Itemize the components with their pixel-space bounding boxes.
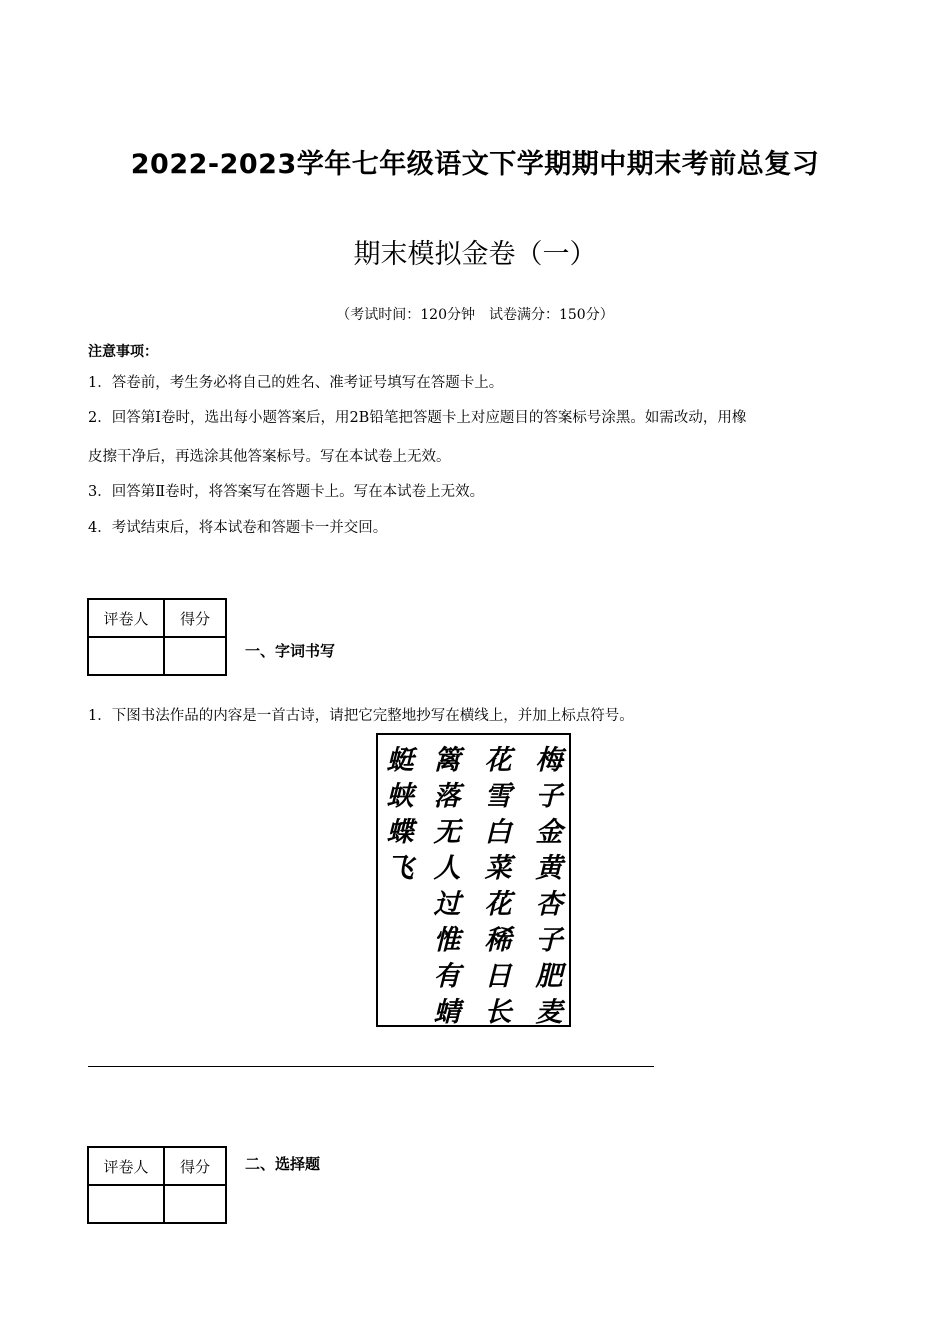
score-table-score-header: 得分: [164, 599, 226, 637]
calligraphy-char: 雪: [484, 781, 512, 812]
document-subtitle: 期末模拟金卷（一）: [353, 239, 597, 270]
calligraphy-char: 蜓: [386, 745, 414, 776]
calligraphy-char: 篱: [433, 745, 461, 776]
calligraphy-char: 花: [484, 745, 512, 776]
calligraphy-char: 过: [433, 889, 461, 920]
score-table-grader-header: 评卷人: [88, 1147, 164, 1185]
exam-info: （考试时间：120分钟 试卷满分：150分）: [336, 307, 614, 323]
section-title-1: 一、字词书写: [245, 642, 336, 660]
calligraphy-char: 肥: [535, 961, 563, 992]
calligraphy-char: 梅: [535, 745, 563, 776]
notice-item-1: 1．答卷前，考生务必将自己的姓名、准考证号填写在答题卡上。: [88, 375, 504, 391]
score-table-2: [87, 1146, 227, 1224]
calligraphy-char: 日: [484, 961, 512, 992]
calligraphy-column-4: [380, 743, 420, 887]
calligraphy-char: 惟: [433, 925, 461, 956]
score-table-score-header: 得分: [164, 1147, 226, 1185]
score-table-score-cell: [164, 1185, 226, 1223]
notice-item-2-cont: 皮擦干净后，再选涂其他答案标号。写在本试卷上无效。: [88, 449, 451, 465]
calligraphy-char: 白: [484, 817, 512, 848]
calligraphy-column-1: [529, 743, 569, 1031]
calligraphy-char: 落: [433, 781, 461, 812]
calligraphy-column-2: [478, 743, 518, 1031]
notice-item-4: 4．考试结束后，将本试卷和答题卡一并交回。: [88, 520, 388, 536]
notice-item-2: 2．回答第Ⅰ卷时，选出每小题答案后，用2B铅笔把答题卡上对应题目的答案标号涂黑。如需改动，用橡: [88, 410, 747, 426]
calligraphy-char: 金: [535, 817, 563, 848]
notice-title: 注意事项：: [88, 344, 158, 360]
calligraphy-char: 蜻: [433, 997, 461, 1028]
calligraphy-char: 蛱: [386, 781, 414, 812]
calligraphy-char: 子: [535, 925, 563, 956]
calligraphy-char: 人: [433, 853, 461, 884]
calligraphy-char: 有: [433, 961, 461, 992]
score-table-grader-cell: [88, 637, 164, 675]
calligraphy-char: 麦: [535, 997, 563, 1028]
score-table-grader-cell: [88, 1185, 164, 1223]
calligraphy-char: 无: [433, 817, 461, 848]
calligraphy-char: 菜: [484, 853, 512, 884]
calligraphy-char: 飞: [386, 853, 414, 884]
notice-item-3: 3．回答第Ⅱ卷时，将答案写在答题卡上。写在本试卷上无效。: [88, 484, 485, 500]
calligraphy-char: 花: [484, 889, 512, 920]
calligraphy-image: [376, 733, 571, 1027]
score-table-1: [87, 598, 227, 676]
question-1-text: 1．下图书法作品的内容是一首古诗，请把它完整地抄写在横线上，并加上标点符号。: [88, 708, 634, 724]
section-title-2: 二、选择题: [245, 1155, 321, 1173]
answer-line[interactable]: [88, 1066, 654, 1067]
calligraphy-char: 杏: [535, 889, 563, 920]
score-table-grader-header: 评卷人: [88, 599, 164, 637]
calligraphy-char: 稀: [484, 925, 512, 956]
calligraphy-char: 黄: [535, 853, 563, 884]
calligraphy-char: 蝶: [386, 817, 414, 848]
document-title: 2022-2023学年七年级语文下学期期中期末考前总复习: [130, 149, 820, 180]
calligraphy-column-3: [427, 743, 467, 1031]
calligraphy-char: 长: [484, 997, 512, 1028]
score-table-score-cell: [164, 637, 226, 675]
calligraphy-char: 子: [535, 781, 563, 812]
